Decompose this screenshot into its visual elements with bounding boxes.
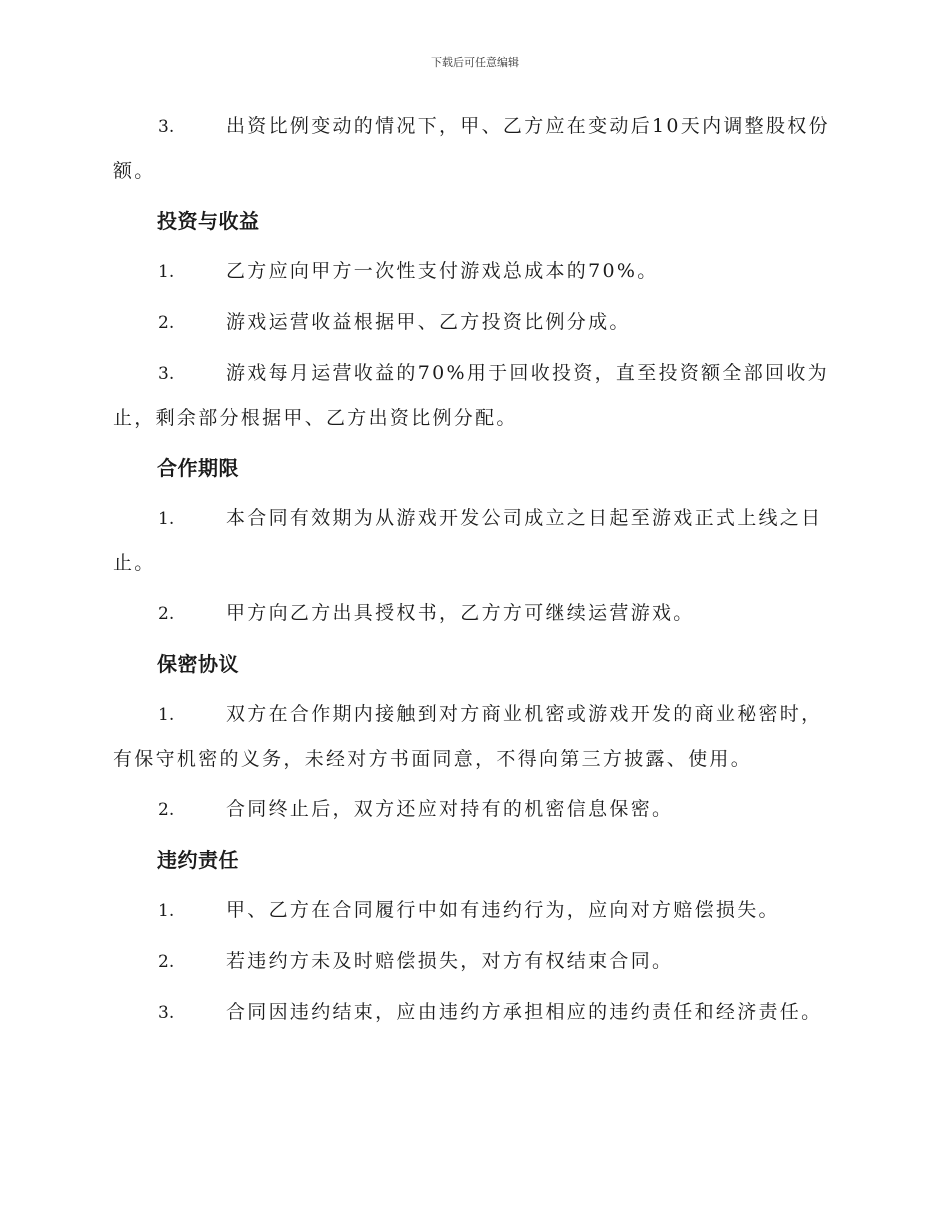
list-item (113, 787, 833, 832)
item-number: 3. (158, 1003, 175, 1023)
item-text: 甲方向乙方出具授权书，乙方方可继续运营游戏。 (226, 602, 695, 624)
item-number: 3. (158, 117, 175, 137)
item-number: 2. (158, 604, 175, 624)
section-heading: 合作期限 (157, 456, 239, 480)
list-item (113, 939, 833, 984)
item-text: 甲、乙方在合同履行中如有违约行为，应向对方赔偿损失。 (226, 899, 780, 921)
item-text: 合同终止后，双方还应对持有的机密信息保密。 (226, 798, 674, 820)
item-number: 1. (158, 262, 175, 282)
section-heading: 投资与收益 (157, 209, 260, 233)
item-number: 1. (158, 705, 175, 725)
document-body (113, 104, 833, 1035)
page-header: 下载后可任意编辑 (431, 56, 519, 69)
item-number: 1. (158, 509, 175, 529)
item-number: 2. (158, 313, 175, 333)
list-item (113, 990, 833, 1035)
item-text: 双方在合作期内接触到对方商业机密或游戏开发的商业秘密时，有保守机密的义务，未经对方书面同意，不得向第三方披露、使用。 (113, 703, 823, 770)
list-item (113, 496, 833, 585)
item-text: 游戏运营收益根据甲、乙方投资比例分成。 (226, 311, 631, 333)
list-item (113, 591, 833, 636)
list-item (113, 351, 833, 440)
item-number: 1. (158, 901, 175, 921)
item-text: 游戏每月运营收益的70%用于回收投资，直至投资额全部回收为止，剩余部分根据甲、乙方出资比例分配。 (113, 362, 829, 429)
item-text: 出资比例变动的情况下，甲、乙方应在变动后10天内调整股权份额。 (113, 115, 830, 182)
list-item (113, 888, 833, 933)
item-text: 乙方应向甲方一次性支付游戏总成本的70%。 (226, 260, 659, 282)
list-item (113, 300, 833, 345)
list-item (113, 249, 833, 294)
item-number: 2. (158, 800, 175, 820)
section-heading: 保密协议 (157, 652, 239, 676)
item-number: 3. (158, 364, 175, 384)
list-item (113, 692, 833, 781)
list-item (113, 104, 833, 193)
item-number: 2. (158, 952, 175, 972)
section-heading: 违约责任 (157, 848, 239, 872)
item-text: 合同因违约结束，应由违约方承担相应的违约责任和经济责任。 (226, 1001, 823, 1023)
item-text: 若违约方未及时赔偿损失，对方有权结束合同。 (226, 950, 674, 972)
item-text: 本合同有效期为从游戏开发公司成立之日起至游戏正式上线之日止。 (113, 507, 823, 574)
